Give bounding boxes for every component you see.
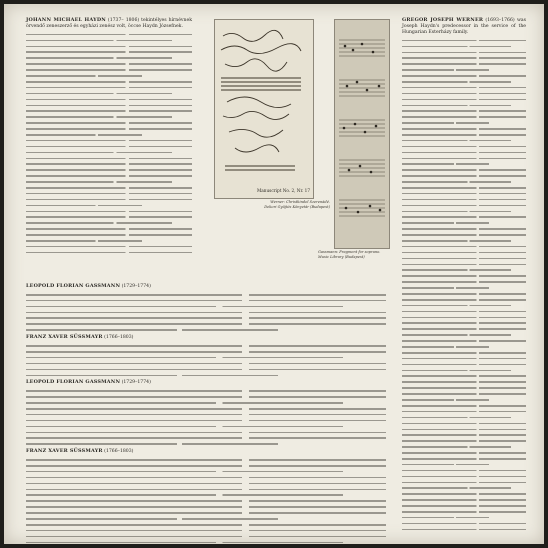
section-2-heading: FRANZ XAVER SÜSSMAYR <box>26 334 103 341</box>
heading-haydn: JOHANN MICHAEL HAYDN <box>26 17 106 23</box>
section-2-dates: (1766–1803) <box>104 335 134 341</box>
dates-werner: (1693–1766) <box>485 18 515 23</box>
caption-left: Werner: Christkindel Szerenádé. Dekori Gyűjtés Könyvtár (Budapest) <box>264 200 330 209</box>
record-sleeve <box>4 4 544 544</box>
section-3 <box>26 380 386 445</box>
heading-werner: GREGOR JOSEPH WERNER <box>402 17 484 23</box>
dates-haydn: (1737– <box>107 18 124 23</box>
intro-werner: was Joseph Haydn's predecessor in the service of the Hungarian Esterházy family. <box>402 18 526 35</box>
manuscript-label: Manuscript No. 2, Nr. 17 <box>257 188 311 193</box>
section-4 <box>26 449 386 544</box>
section-4-dates: (1766–1803) <box>104 449 134 455</box>
section-1-heading: LEOPOLD FLORIAN GASSMANN <box>26 283 121 289</box>
section-3-heading: LEOPOLD FLORIAN GASSMANN <box>26 379 121 386</box>
section-3-dates: (1729–1774) <box>121 380 151 386</box>
body-text-left <box>26 34 192 254</box>
manuscript-photo-left <box>214 19 314 199</box>
manuscript-photo-right <box>334 19 390 249</box>
bottom-sections <box>26 284 386 544</box>
left-column <box>26 18 192 258</box>
section-2 <box>26 335 386 376</box>
right-column <box>402 18 526 535</box>
section-1 <box>26 284 386 331</box>
section-1-dates: (1729–1774) <box>121 284 151 289</box>
section-4-heading: FRANZ XAVER SÜSSMAYR <box>26 448 103 455</box>
caption-right: Gassmann: Fragment for soprano. Music Library (Budapest) <box>318 250 381 259</box>
body-text-right <box>402 40 526 531</box>
intro-haydn: 1806) tekintélyes hírnévnek örvendő zeneszerző és egyházi zenész volt, öccse Haydn Józsefnek. <box>26 18 192 29</box>
